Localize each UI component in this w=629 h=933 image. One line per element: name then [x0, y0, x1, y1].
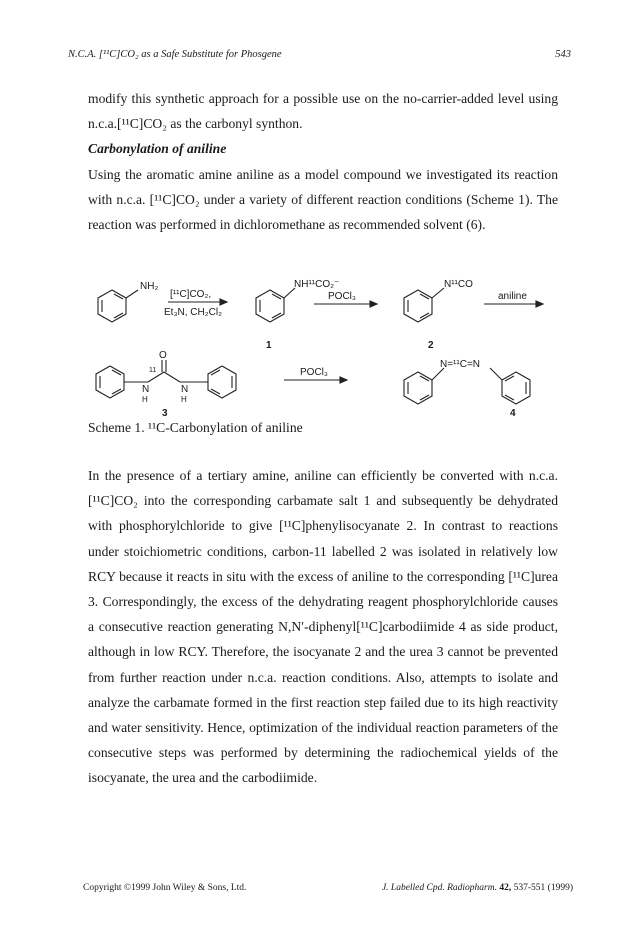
- intro-text: modify this synthetic approach for a possible use on the no-carrier-added level using n.c.a.[¹¹C]CO₂ as the carbonyl synthon.: [88, 91, 558, 132]
- reagent-1-top: [¹¹C]CO₂,: [170, 289, 212, 300]
- footer-citation: [382, 883, 573, 893]
- carbamate-group-label: NH¹¹CO₂⁻: [294, 279, 340, 290]
- section-heading: Carbonylation of aniline: [88, 141, 227, 157]
- reaction-scheme: [88, 268, 558, 421]
- reagent-2: POCl₃: [328, 291, 356, 302]
- running-head: N.C.A. [¹¹C]CO₂ as a Safe Substitute for Phosgene: [68, 49, 282, 60]
- urea-carbon-label: 11: [149, 367, 157, 374]
- aniline-nh2-label: NH₂: [140, 281, 159, 292]
- compound-label-2: 2: [428, 340, 434, 351]
- reagent-4: POCl₃: [300, 367, 328, 378]
- page-number: 543: [555, 49, 571, 60]
- urea-n-right: N: [181, 384, 189, 395]
- urea-oxygen-label: O: [159, 350, 167, 361]
- paragraph-discussion: [88, 463, 558, 791]
- journal-name: J. Labelled Cpd. Radiopharm.: [381, 883, 497, 893]
- paragraph-text: Using the aromatic amine aniline as a model compound we investigated its reaction with n.c.a. [¹¹C]CO₂ under a variety of different reaction conditions (Scheme 1). The reaction was performed in dichloromethane as recommended solvent (6).: [88, 166, 558, 233]
- journal-pages: 537-551 (1999): [513, 883, 573, 893]
- isocyanate-group-label: N¹¹CO: [444, 279, 473, 290]
- reagent-1-bottom: Et₃N, CH₂Cl₂: [164, 307, 222, 318]
- journal-volume: 42,: [499, 883, 512, 893]
- compound-label-1: 1: [266, 340, 272, 351]
- reagent-3: aniline: [498, 291, 527, 302]
- urea-h-right: H: [181, 395, 187, 404]
- scheme-drawing: [88, 268, 558, 416]
- compound-label-4: 4: [510, 408, 516, 416]
- compound-label-3: 3: [162, 408, 168, 416]
- discussion-text: In the presence of a tertiary amine, aniline can efficiently be converted with n.c.a.[¹¹C]CO₂ into the corresponding carbamate salt 1 and subsequently be dehydrated with phosphorylchloride to give [¹¹C]phenylisocyanate 2. In contrast to reactions under stoichiometric conditions, carbon-11 labelled 2 was isolated in relatively low RCY because it reacts in situ with the excess of aniline to the corresponding [¹¹C]urea 3. Correspondingly, the excess of the dehydrating reagent phosphorylchloride causes a consecutive reaction generating N,N′-diphenyl[¹¹C]carbodiimide 4 as side product, although in low RCY. Therefore, the isocyanate 2 and the urea 3 cannot be prevented from further reaction under n.c.a. reaction conditions. Also, attempts to isolate and analyze the carbamate formed in the first reaction step failed due to its high reactivity and water sensitivity. Hence, optimization of the individual reaction parameters of the consecutive steps was performed by determining the radiochemical yields of the isocyanate, the urea and the carbodiimide.: [88, 468, 558, 786]
- scheme-caption: Scheme 1. ¹¹C-Carbonylation of aniline: [88, 420, 303, 435]
- carbodiimide-group-label: N=¹¹C=N: [440, 359, 481, 370]
- paragraph-intro: [88, 86, 558, 237]
- urea-n-left: N: [142, 384, 150, 395]
- footer-copyright: Copyright ©1999 John Wiley & Sons, Ltd.: [83, 883, 247, 893]
- urea-h-left: H: [142, 395, 148, 404]
